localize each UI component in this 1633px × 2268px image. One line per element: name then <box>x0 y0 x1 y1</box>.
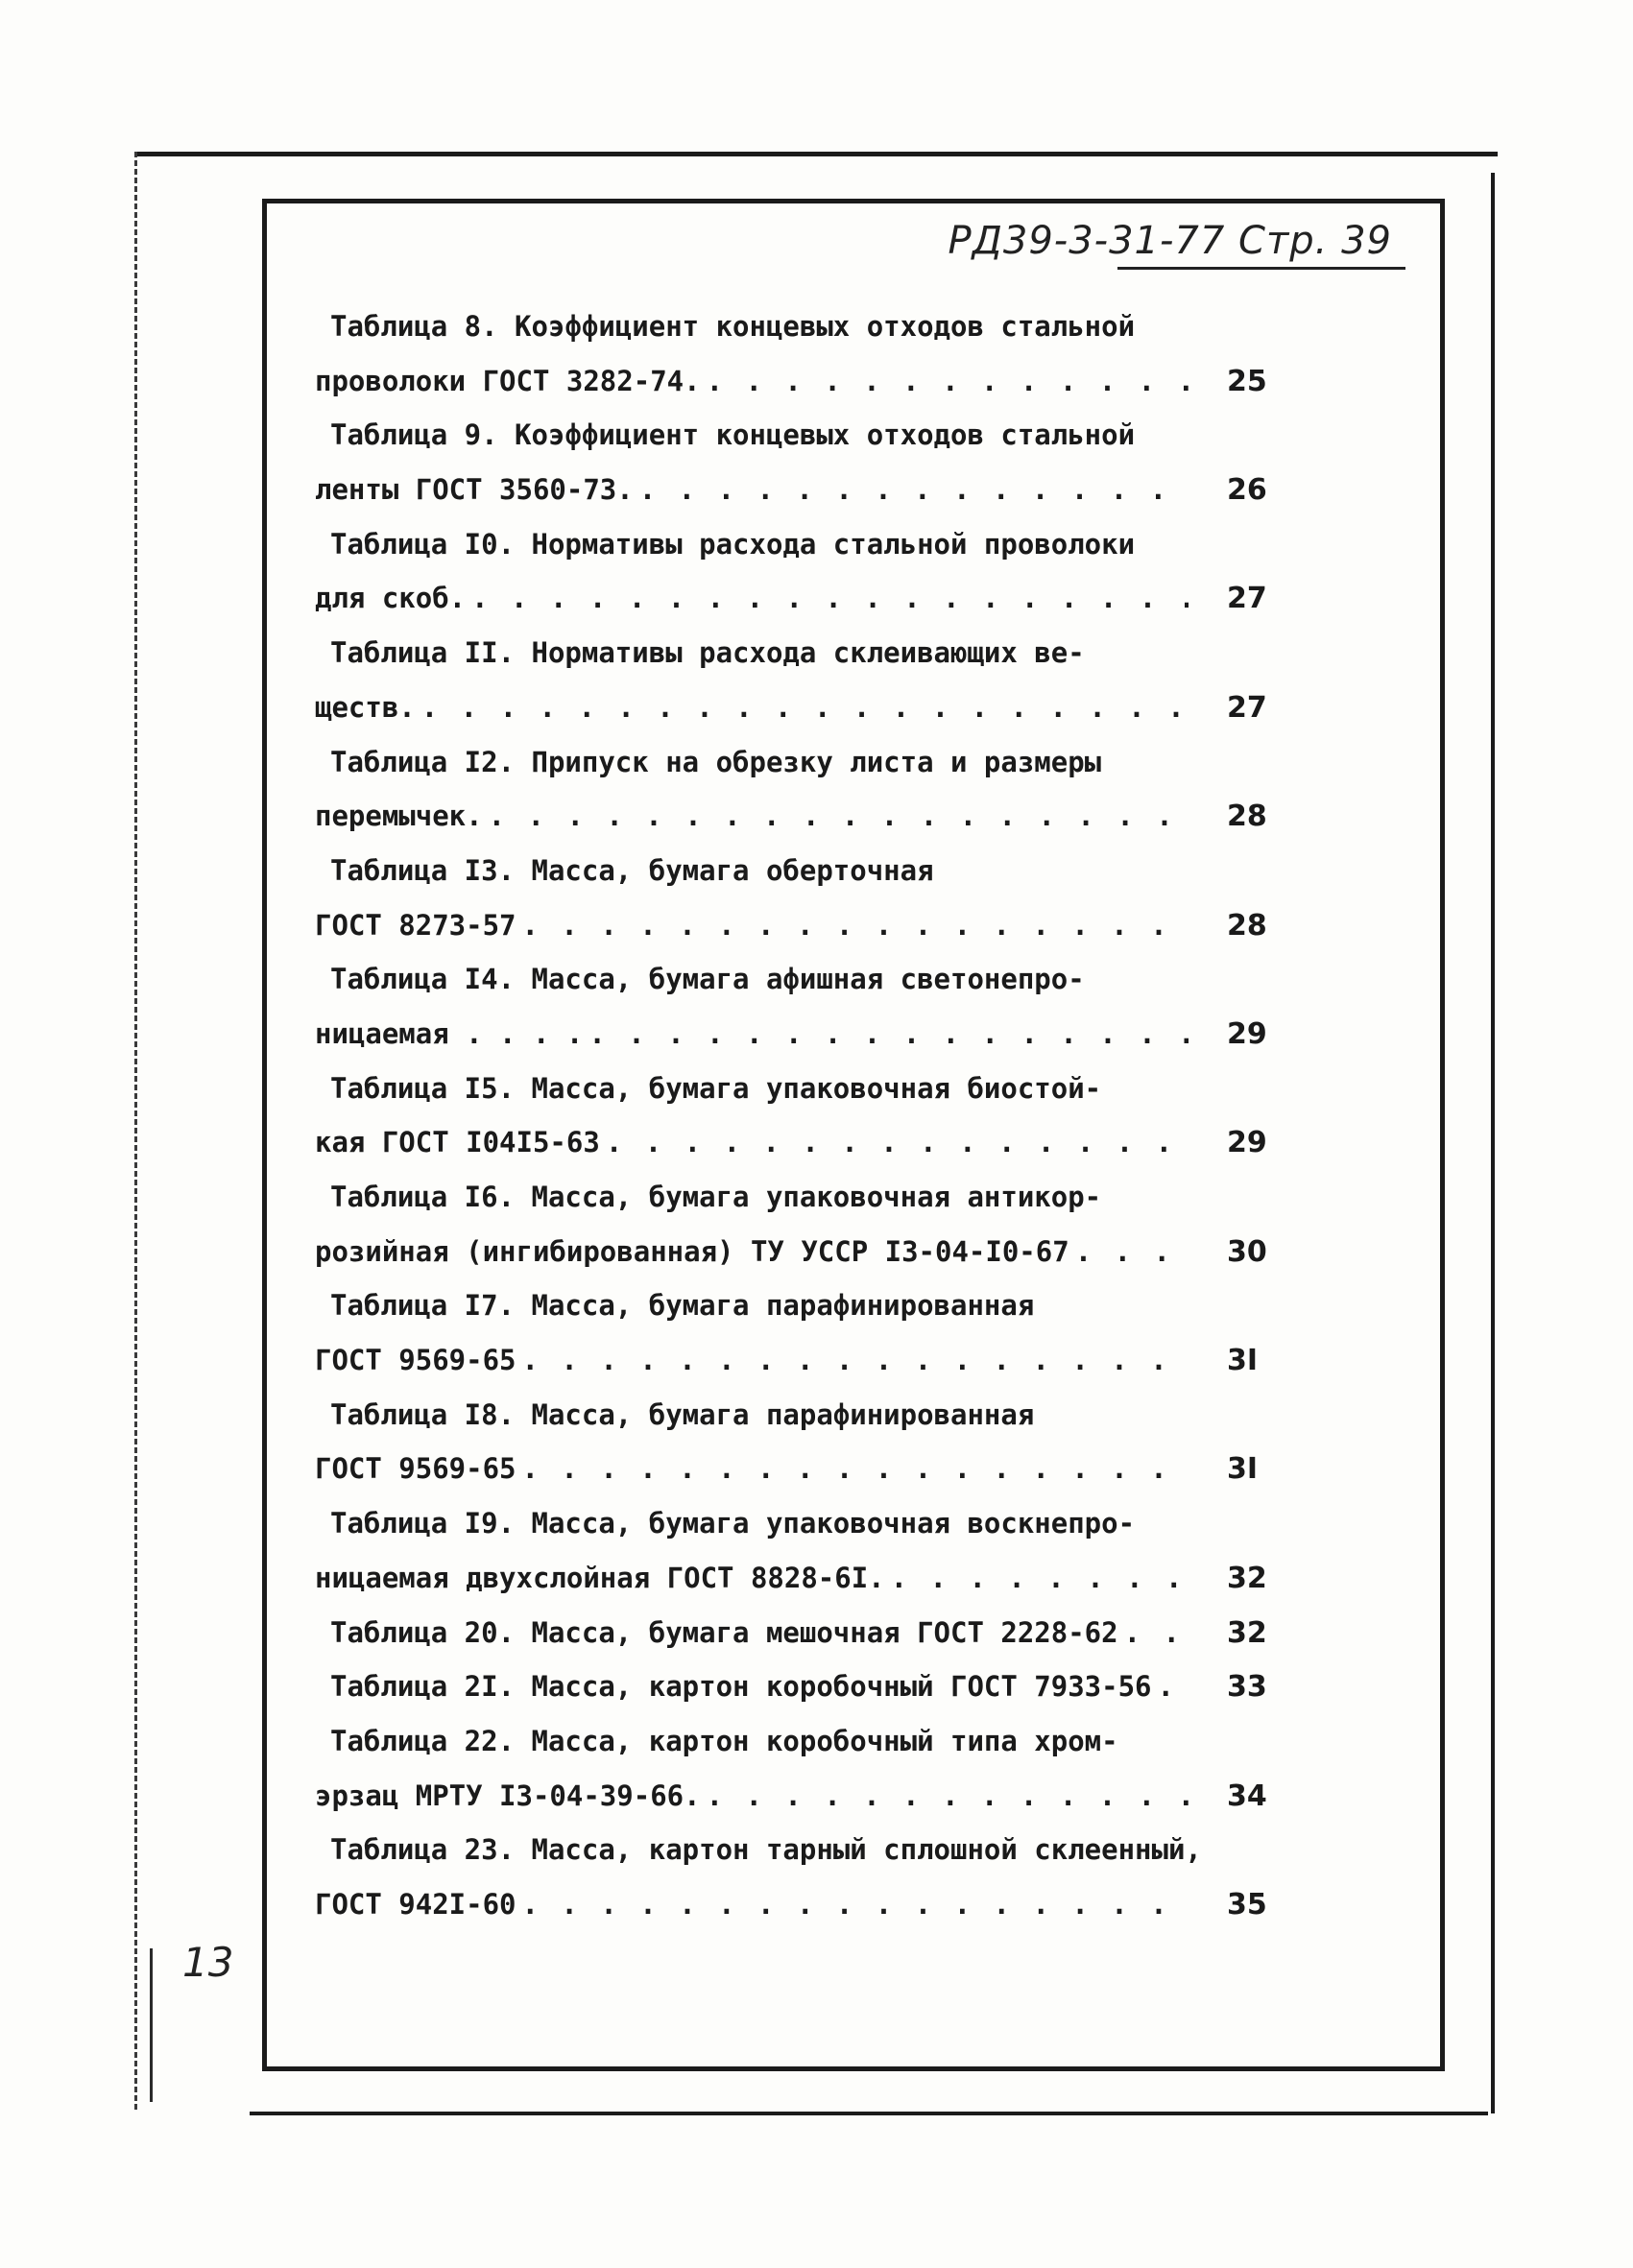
toc-entry <box>315 1278 1285 1387</box>
toc-entry-text: для скоб. <box>315 582 467 615</box>
toc-entry-text: эрзац МРТУ I3-04-39-66. <box>315 1779 701 1812</box>
toc-entry-title: Таблица I0. Нормативы расхода стальной проволоки <box>330 527 1136 561</box>
toc-entry-line <box>315 1606 1285 1660</box>
toc-entry <box>315 408 1285 516</box>
toc-entry-text: проволоки ГОСТ 3282-74. <box>315 364 701 397</box>
binding-frame-top <box>134 152 1498 156</box>
dot-leader <box>1158 1659 1189 1714</box>
toc-page-number: 33 <box>1227 1670 1267 1705</box>
toc-entry-title: Таблица I5. Масса, бумага упаковочная биостой- <box>330 1071 1102 1105</box>
toc-page-number: 25 <box>1227 364 1267 398</box>
dot-leader <box>522 1333 1189 1388</box>
toc-entry-line <box>315 680 1285 735</box>
stamp-underline <box>1117 267 1405 270</box>
toc-entry <box>315 1659 1285 1714</box>
toc-entry-title: Таблица I9. Масса, бумага упаковочная воскнепро- <box>330 1507 1136 1540</box>
dot-leader <box>606 1115 1189 1170</box>
binding-frame-left <box>134 152 137 2110</box>
binding-frame-bottom <box>250 2112 1488 2115</box>
toc-entry-title: Таблица I6. Масса, бумага упаковочная антикор- <box>330 1181 1102 1213</box>
toc-entry-title: Таблица I8. Масса, бумага парафинированная <box>330 1397 1035 1431</box>
dot-leader <box>1124 1606 1189 1660</box>
toc-entry-text: ГОСТ 942I-60 <box>315 1887 516 1921</box>
toc-entry <box>315 1823 1285 1931</box>
toc-page-number: 34 <box>1227 1779 1267 1813</box>
toc-entry-title: Таблица 22. Масса, картон коробочный типа хром- <box>330 1724 1118 1757</box>
toc-entry-text: розийная (ингибированная) ТУ УССР I3-04-I0-67 <box>315 1234 1069 1268</box>
dot-leader <box>471 571 1189 626</box>
toc-entry <box>315 1606 1285 1660</box>
toc-entry-text: Таблица 20. Масса, бумага мешочная ГОСТ 2228-62 <box>330 1615 1118 1649</box>
toc-entry-text: кая ГОСТ I04I5-63 <box>315 1126 600 1159</box>
toc-page-number: 29 <box>1227 1126 1267 1160</box>
toc-page-number: 28 <box>1227 800 1267 834</box>
toc-entry-text: ницаемая . . . . <box>315 1016 584 1050</box>
toc-page-number: 26 <box>1227 473 1267 508</box>
toc-entry-title: Таблица 9. Коэффициент концевых отходов стальной <box>330 418 1136 452</box>
toc-entry <box>315 626 1285 734</box>
toc-entry-line <box>315 571 1285 626</box>
toc-entry <box>315 844 1285 952</box>
toc-entry-title: Таблица I4. Масса, бумага афишная светонепро- <box>330 963 1085 996</box>
dot-leader <box>639 463 1189 517</box>
toc-entry <box>315 952 1285 1061</box>
toc-entry <box>315 1170 1285 1278</box>
toc-entry-title: Таблица I2. Припуск на обрезку листа и размеры <box>330 745 1102 778</box>
toc-page-number: 32 <box>1227 1615 1267 1650</box>
binding-frame-right <box>1491 173 1495 2113</box>
toc-entry-text: ществ. <box>315 690 416 724</box>
toc-entry <box>315 1062 1285 1170</box>
toc-page-number: 27 <box>1227 690 1267 725</box>
toc-entry-title: Таблица II. Нормативы расхода склеивающих ве- <box>330 636 1085 670</box>
toc-entry-title: Таблица I7. Масса, бумага парафинированная <box>330 1289 1035 1323</box>
toc-page-number: 35 <box>1227 1887 1267 1922</box>
dot-leader <box>707 354 1189 409</box>
toc-entry-title: Таблица 23. Масса, картон тарный сплошной склеенный, <box>330 1833 1202 1867</box>
content-frame <box>262 199 1445 2071</box>
toc-entry-line <box>315 1115 1285 1170</box>
toc-entry-line <box>315 1659 1285 1714</box>
dot-leader <box>522 898 1189 953</box>
toc-entry-line <box>315 1877 1285 1932</box>
toc-page-number: 27 <box>1227 582 1267 616</box>
table-of-contents <box>315 299 1285 1932</box>
toc-entry-line <box>315 1442 1285 1496</box>
toc-page-number: 32 <box>1227 1561 1267 1595</box>
toc-entry-text: ницаемая двухслойная ГОСТ 8828-6I. <box>315 1561 885 1594</box>
dot-leader <box>489 789 1189 844</box>
toc-entry <box>315 1714 1285 1823</box>
dot-leader <box>522 1442 1189 1496</box>
toc-entry-title: Таблица 8. Коэффициент концевых отходов стальной <box>330 310 1136 343</box>
sheet-number: 13 <box>182 1939 234 1986</box>
toc-entry <box>315 517 1285 626</box>
dot-leader <box>1075 1225 1189 1279</box>
dot-leader <box>891 1551 1189 1606</box>
toc-page-number: 29 <box>1227 1016 1267 1051</box>
toc-page-number: 3I <box>1227 1452 1259 1487</box>
toc-entry <box>315 299 1285 408</box>
toc-entry <box>315 1388 1285 1496</box>
toc-entry-line <box>315 1007 1285 1062</box>
dot-leader <box>588 1007 1189 1062</box>
toc-entry-line <box>315 1225 1285 1279</box>
toc-entry-text: ГОСТ 9569-65 <box>315 1452 516 1486</box>
toc-entry <box>315 735 1285 844</box>
toc-entry-text: Таблица 2I. Масса, картон коробочный ГОСТ 7933-56 <box>330 1670 1152 1704</box>
dot-leader <box>707 1769 1189 1824</box>
toc-entry-line <box>315 463 1285 517</box>
toc-page-number: 3I <box>1227 1344 1259 1378</box>
toc-entry-line <box>315 1333 1285 1388</box>
margin-mark <box>150 1948 153 2102</box>
toc-entry-text: ленты ГОСТ 3560-73. <box>315 473 634 507</box>
dot-leader <box>522 1877 1189 1932</box>
toc-entry-title: Таблица I3. Масса, бумага оберточная <box>330 853 934 887</box>
toc-page-number: 30 <box>1227 1234 1267 1269</box>
toc-entry-text: перемычек. <box>315 800 483 833</box>
toc-entry-line <box>315 1769 1285 1824</box>
toc-entry-line <box>315 354 1285 409</box>
toc-page-number: 28 <box>1227 908 1267 943</box>
toc-entry-line <box>315 789 1285 844</box>
toc-entry-line <box>315 898 1285 953</box>
dot-leader <box>421 680 1189 735</box>
toc-entry-line <box>315 1551 1285 1606</box>
toc-entry-text: ГОСТ 9569-65 <box>315 1344 516 1377</box>
toc-entry <box>315 1496 1285 1605</box>
document-code-stamp: РД39-3-31-77 Стр. 39 <box>948 219 1392 263</box>
toc-entry-text: ГОСТ 8273-57 <box>315 908 516 942</box>
